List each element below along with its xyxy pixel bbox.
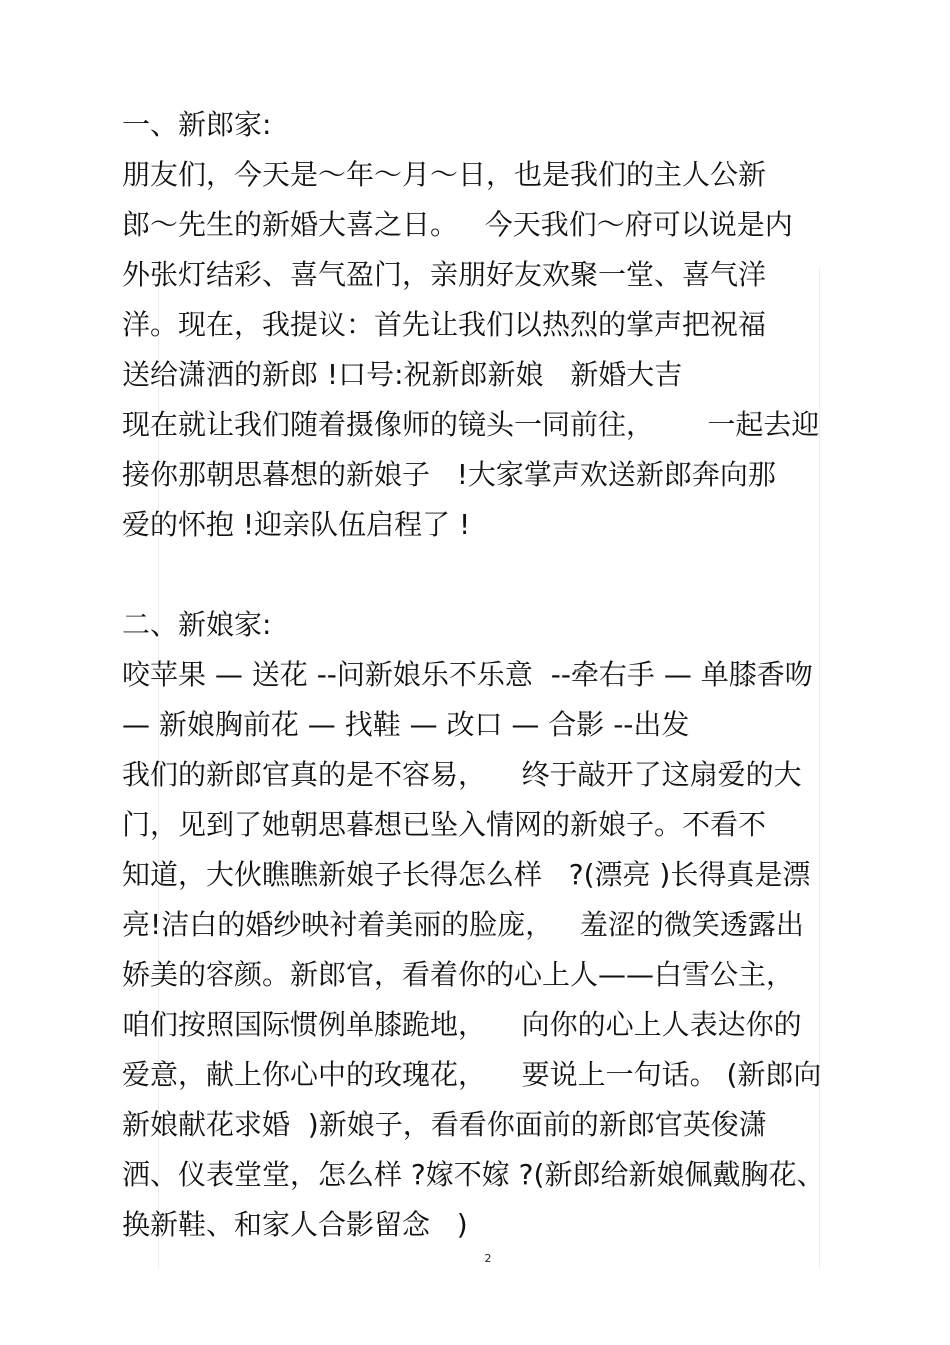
section-bride-home	[122, 600, 862, 1250]
paragraph-line: 亮!洁白的婚纱映衬着美丽的脸庞， 羞涩的微笑透露出	[122, 908, 804, 941]
document-page	[122, 100, 862, 1250]
paragraph-line: 我们的新郎官真的是不容易， 终于敲开了这扇爱的大	[122, 758, 802, 791]
section-spacer	[122, 550, 862, 600]
paragraph-line: 接你那朝思暮想的新娘子 !大家掌声欢送新郎奔向那	[122, 458, 776, 491]
paragraph-line: 爱的怀抱 !迎亲队伍启程了 !	[122, 508, 471, 541]
section-groom-home	[122, 100, 862, 550]
paragraph-line: — 新娘胸前花 — 找鞋 — 改口 — 合影 --出发	[122, 708, 690, 741]
paragraph-line: 咱们按照国际惯例单膝跪地， 向你的心上人表达你的	[122, 1008, 802, 1041]
paragraph-line: 洒、仪表堂堂，怎么样 ?嫁不嫁 ?(新郎给新娘佩戴胸花、	[122, 1158, 825, 1191]
paragraph-line: 门，见到了她朝思暮想已坠入情网的新娘子。不看不	[122, 808, 767, 841]
section-heading: 一、新郎家:	[122, 108, 272, 141]
paragraph-line: 新娘献花求婚 )新娘子，看看你面前的新郎官英俊潇	[122, 1108, 767, 1141]
paragraph-line: 咬苹果 — 送花 --问新娘乐不乐意 --牵右手 — 单膝香吻	[122, 658, 813, 691]
paragraph-line: 娇美的容颜。新郎官，看着你的心上人——白雪公主，	[122, 958, 795, 991]
paragraph-line: 送给潇洒的新郎 !口号:祝新郎新娘 新婚大吉	[122, 358, 683, 391]
paragraph-line: 外张灯结彩、喜气盈门，亲朋好友欢聚一堂、喜气洋	[122, 258, 767, 291]
paragraph-line: 洋。现在，我提议：首先让我们以热烈的掌声把祝福	[122, 308, 767, 341]
paragraph-line: 换新鞋、和家人合影留念 )	[122, 1208, 468, 1241]
paragraph-line: 朋友们，今天是～年～月～日，也是我们的主人公新	[122, 158, 767, 191]
paragraph-line: 郎～先生的新婚大喜之日。 今天我们～府可以说是内	[122, 208, 793, 241]
paragraph-line: 爱意，献上你心中的玫瑰花， 要说上一句话。 (新郎向	[122, 1058, 822, 1091]
section-heading: 二、新娘家:	[122, 608, 272, 641]
paragraph-line: 知道，大伙瞧瞧新娘子长得怎么样 ?(漂亮 )长得真是漂	[122, 858, 811, 891]
page-number: 2	[484, 1252, 492, 1265]
paragraph-line: 现在就让我们随着摄像师的镜头一同前往， 一起去迎	[122, 408, 820, 441]
